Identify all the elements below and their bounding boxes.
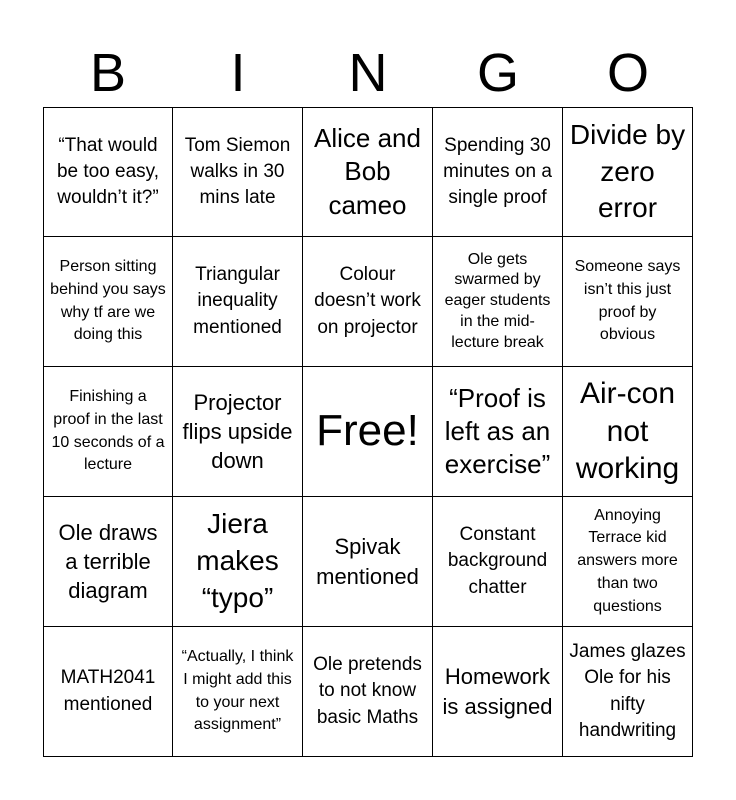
bingo-cell: [303, 627, 433, 757]
cell-text: Spending 30 minutes on a single proof: [443, 134, 552, 209]
bingo-cell: [43, 237, 173, 367]
cell-text: Person sitting behind you says why tf are we doing this: [50, 258, 166, 344]
bingo-cell: [563, 107, 693, 237]
bingo-cell-free: [303, 367, 433, 497]
bingo-cell: [43, 367, 173, 497]
cell-text: MATH2041 mentioned: [60, 667, 156, 715]
cell-text: Ole pretends to not know basic Maths: [313, 654, 422, 728]
header-letter-b: B: [89, 43, 127, 103]
cell-text: James glazes Ole for his nifty handwriting: [569, 641, 686, 741]
cell-text: Air-con not working: [575, 377, 680, 486]
header-letter-n: N: [348, 43, 388, 103]
bingo-cell: [433, 237, 563, 367]
bingo-cell: [43, 107, 173, 237]
cell-text: Projector flips upside down: [182, 389, 293, 474]
header-letter-o: O: [606, 43, 649, 103]
bingo-cell: [173, 107, 303, 237]
cell-text: “Actually, I think I might add this to your next assignment”: [181, 648, 294, 734]
bingo-cell: [303, 497, 433, 627]
bingo-cell: [173, 237, 303, 367]
cell-text: Alice and Bob cameo: [314, 123, 421, 220]
cell-text: Finishing a proof in the last 10 seconds of a lecture: [51, 388, 165, 474]
bingo-cell: [563, 237, 693, 367]
bingo-cell: [433, 627, 563, 757]
bingo-cell: [433, 107, 563, 237]
cell-text: Someone says isn’t this just proof by obvious: [574, 258, 681, 344]
bingo-cell: [43, 627, 173, 757]
bingo-cell: [433, 367, 563, 497]
cell-text: Homework is assigned: [442, 664, 553, 719]
bingo-cell: [563, 367, 693, 497]
bingo-cell: [303, 237, 433, 367]
cell-text: Ole draws a terrible diagram: [58, 519, 158, 604]
cell-text: Constant background chatter: [447, 524, 548, 598]
bingo-board: [43, 107, 693, 757]
header-letter-i: I: [230, 43, 246, 103]
bingo-cell: [173, 627, 303, 757]
bingo-cell: [303, 107, 433, 237]
cell-text: Spivak mentioned: [316, 534, 419, 589]
bingo-cell: [173, 497, 303, 627]
cell-text: “That would be too easy, wouldn’t it?”: [56, 134, 160, 209]
bingo-cell: [43, 497, 173, 627]
cell-text: Tom Siemon walks in 30 mins late: [184, 134, 291, 209]
bingo-header: [43, 40, 693, 106]
cell-text: Colour doesn’t work on projector: [314, 264, 421, 338]
cell-text: Free!: [316, 406, 419, 456]
cell-text: Triangular inequality mentioned: [193, 264, 282, 338]
header-letter-g: G: [476, 43, 519, 103]
cell-text: Ole gets swarmed by eager students in the mid-lecture break: [444, 250, 551, 351]
bingo-cell: [563, 627, 693, 757]
cell-text: “Proof is left as an exercise”: [444, 382, 551, 480]
bingo-cell: [563, 497, 693, 627]
bingo-cell: [433, 497, 563, 627]
cell-text: Divide by zero error: [569, 118, 686, 224]
cell-text: Annoying Terrace kid answers more than two questions: [577, 506, 678, 615]
cell-text: Jiera makes “typo”: [196, 508, 279, 613]
bingo-cell: [173, 367, 303, 497]
